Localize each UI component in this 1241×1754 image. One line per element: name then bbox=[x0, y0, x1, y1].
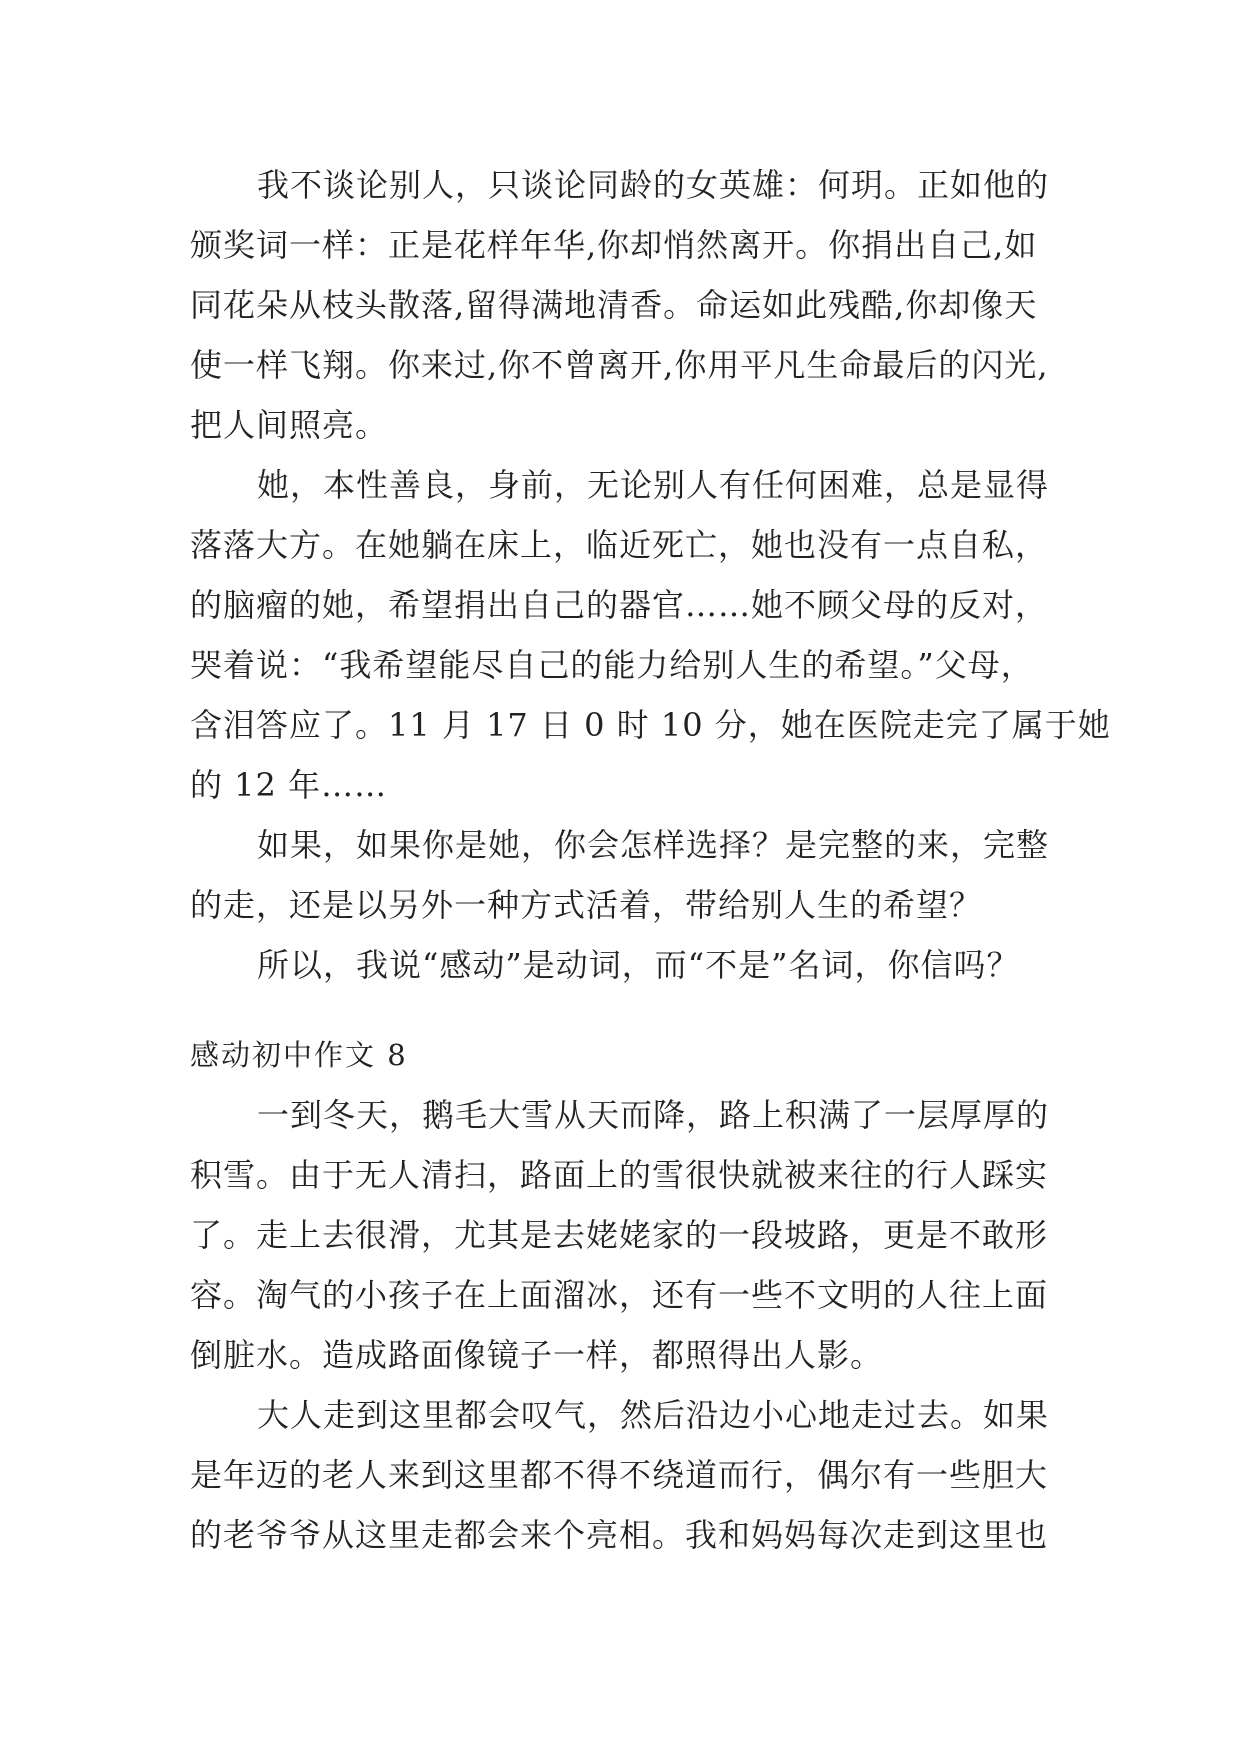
text-line: 所以，我说“感动”是动词，而“不是”名词，你信吗？ bbox=[257, 946, 1020, 984]
text-line: 了。走上去很滑，尤其是去姥姥家的一段坡路，更是不敢形 bbox=[190, 1216, 1049, 1254]
text-line: 的 12 年…… bbox=[190, 766, 388, 804]
text-line: 积雪。由于无人清扫，路面上的雪很快就被来往的行人踩实 bbox=[190, 1156, 1049, 1194]
text-line: 哭着说：“我希望能尽自己的能力给别人生的希望。”父母， bbox=[190, 646, 1034, 684]
text-line: 同花朵从枝头散落,留得满地清香。命运如此残酷,你却像天 bbox=[190, 286, 1038, 324]
text-line: 含泪答应了。11 月 17 日 0 时 10 分，她在医院走完了属于她 bbox=[190, 706, 1111, 744]
text-line: 大人走到这里都会叹气，然后沿边小心地走过去。如果 bbox=[257, 1396, 1050, 1434]
text-line: 她，本性善良，身前，无论别人有任何困难，总是显得 bbox=[257, 466, 1050, 504]
text-line: 把人间照亮。 bbox=[190, 406, 389, 444]
text-line: 我不谈论别人，只谈论同龄的女英雄：何玥。正如他的 bbox=[257, 166, 1050, 204]
text-line: 倒脏水。造成路面像镜子一样，都照得出人影。 bbox=[190, 1336, 884, 1374]
text-line: 容。淘气的小孩子在上面溜冰，还有一些不文明的人往上面 bbox=[190, 1276, 1049, 1314]
text-line: 颁奖词一样：正是花样年华,你却悄然离开。你捐出自己,如 bbox=[190, 226, 1038, 264]
text-line: 的脑瘤的她，希望捐出自己的器官……她不顾父母的反对， bbox=[190, 586, 1049, 624]
text-line: 一到冬天，鹅毛大雪从天而降，路上积满了一层厚厚的 bbox=[257, 1096, 1050, 1134]
text-line: 是年迈的老人来到这里都不得不绕道而行，偶尔有一些胆大 bbox=[190, 1456, 1049, 1494]
section-title: 感动初中作文 8 bbox=[190, 1038, 408, 1072]
text-line: 的老爷爷从这里走都会来个亮相。我和妈妈每次走到这里也 bbox=[190, 1516, 1049, 1554]
text-line: 如果，如果你是她，你会怎样选择？是完整的来，完整 bbox=[257, 826, 1050, 864]
text-line: 的走，还是以另外一种方式活着，带给别人生的希望？ bbox=[190, 886, 983, 924]
text-line: 落落大方。在她躺在床上，临近死亡，她也没有一点自私， bbox=[190, 526, 1049, 564]
text-line: 使一样飞翔。你来过,你不曾离开,你用平凡生命最后的闪光, bbox=[190, 346, 1049, 384]
